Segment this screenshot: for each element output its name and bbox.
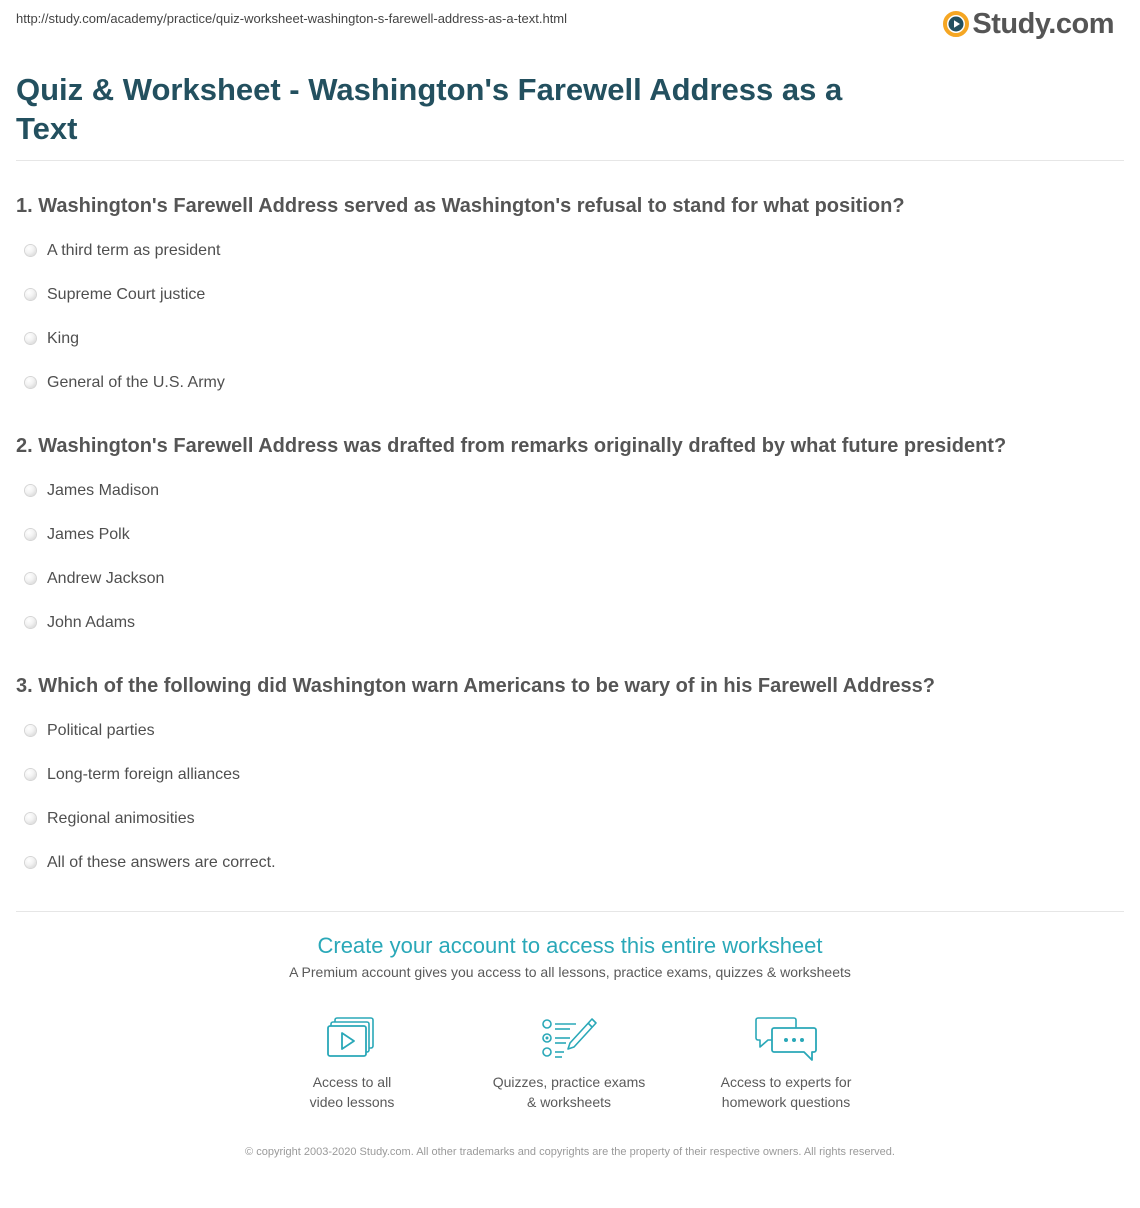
answer-option[interactable] — [16, 229, 1124, 273]
title-divider — [16, 160, 1124, 161]
feature-label-line: Access to all — [312, 1074, 392, 1090]
question-text: 1. Washington's Farewell Address served as Washington's refusal to stand for what position? — [16, 195, 905, 217]
answer-label: Long-term foreign alliances — [47, 766, 240, 783]
answer-label: Andrew Jackson — [47, 570, 165, 587]
feature-label-line: & worksheets — [526, 1094, 612, 1110]
play-circle-icon — [943, 11, 969, 37]
answer-option[interactable] — [16, 841, 1124, 885]
promo-divider — [16, 911, 1124, 912]
create-account-link[interactable]: Create your account to access this entire worksheet — [317, 933, 823, 958]
feature-experts — [696, 1016, 876, 1112]
question-3 — [16, 673, 1124, 885]
radio-button-icon[interactable] — [25, 333, 36, 344]
radio-button-icon[interactable] — [25, 377, 36, 388]
radio-button-icon[interactable] — [25, 813, 36, 824]
quiz-checklist-icon — [540, 1016, 598, 1062]
feature-label-line: Quizzes, practice exams — [492, 1074, 646, 1090]
radio-button-icon[interactable] — [25, 529, 36, 540]
radio-button-icon[interactable] — [25, 857, 36, 868]
answer-label: Supreme Court justice — [47, 286, 206, 303]
feature-quizzes — [479, 1016, 659, 1112]
feature-label-line: homework questions — [721, 1094, 851, 1110]
feature-label — [262, 1072, 442, 1112]
answer-options — [16, 469, 1124, 645]
answer-label: James Polk — [47, 526, 130, 543]
answer-label: John Adams — [47, 614, 136, 631]
radio-button-icon[interactable] — [25, 617, 36, 628]
logo-text: Study.com — [972, 7, 1114, 40]
answer-option[interactable] — [16, 601, 1124, 645]
answer-options — [16, 709, 1124, 885]
answer-option[interactable] — [16, 513, 1124, 557]
radio-button-icon[interactable] — [25, 725, 36, 736]
study-logo[interactable] — [943, 4, 1114, 44]
answer-options — [16, 229, 1124, 405]
answer-option[interactable] — [16, 709, 1124, 753]
radio-button-icon[interactable] — [25, 769, 36, 780]
radio-button-icon[interactable] — [25, 573, 36, 584]
question-text: 2. Washington's Farewell Address was drafted from remarks originally drafted by what future president? — [16, 435, 1007, 457]
answer-label: A third term as president — [47, 242, 221, 259]
promo-subtitle: A Premium account gives you access to all lessons, practice exams, quizzes & worksheets — [289, 964, 851, 980]
feature-label-line: video lessons — [309, 1094, 395, 1110]
answer-option[interactable] — [16, 469, 1124, 513]
page-url[interactable]: http://study.com/academy/practice/quiz-worksheet-washington-s-farewell-address-as-a-text.html — [16, 11, 568, 26]
feature-label-line: Access to experts for — [720, 1074, 852, 1090]
answer-option[interactable] — [16, 797, 1124, 841]
radio-button-icon[interactable] — [25, 485, 36, 496]
copyright-notice: © copyright 2003-2020 Study.com. All other trademarks and copyrights are the property of their respective owners. All rights reserved. — [245, 1146, 895, 1158]
answer-label: General of the U.S. Army — [47, 374, 225, 391]
radio-button-icon[interactable] — [25, 245, 36, 256]
question-1 — [16, 193, 1124, 405]
page-title: Quiz & Worksheet - Washington's Farewell Address as a Text — [16, 72, 843, 146]
answer-option[interactable] — [16, 317, 1124, 361]
answer-option[interactable] — [16, 361, 1124, 405]
answer-label: James Madison — [47, 482, 160, 499]
answer-option[interactable] — [16, 273, 1124, 317]
answer-label: Regional animosities — [47, 810, 195, 827]
answer-label: Political parties — [47, 722, 155, 739]
feature-label — [696, 1072, 876, 1112]
answer-label: All of these answers are correct. — [47, 854, 276, 871]
question-2 — [16, 433, 1124, 645]
radio-button-icon[interactable] — [25, 289, 36, 300]
video-lessons-icon — [326, 1016, 378, 1062]
question-text: 3. Which of the following did Washington warn Americans to be wary of in his Farewell Address? — [16, 675, 935, 697]
feature-video-lessons — [262, 1016, 442, 1112]
answer-option[interactable] — [16, 557, 1124, 601]
feature-label — [479, 1072, 659, 1112]
answer-option[interactable] — [16, 753, 1124, 797]
chat-bubbles-icon — [754, 1016, 818, 1062]
answer-label: King — [47, 330, 80, 347]
